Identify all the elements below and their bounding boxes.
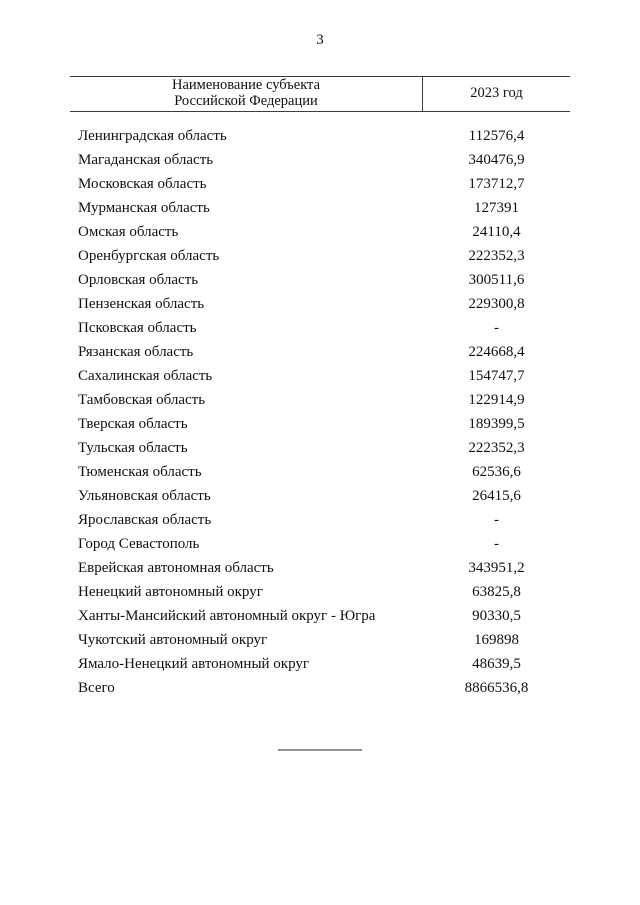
region-name: Сахалинская область — [78, 368, 213, 384]
region-value: 343951,2 — [468, 560, 525, 576]
region-name: Тульская область — [78, 440, 188, 456]
table-row — [70, 220, 570, 244]
region-value: 63825,8 — [472, 584, 521, 600]
table-row — [70, 196, 570, 220]
region-value: 127391 — [474, 200, 519, 216]
region-value: 62536,6 — [472, 464, 521, 480]
region-name: Ярославская область — [78, 512, 212, 528]
page-number: 3 — [316, 32, 324, 48]
region-name: Орловская область — [78, 272, 199, 288]
table-row — [70, 124, 570, 148]
region-name: Оренбургская область — [78, 248, 220, 264]
table-row — [70, 316, 570, 340]
region-name: Омская область — [78, 224, 179, 240]
region-name: Город Севастополь — [78, 536, 200, 552]
table-row — [70, 508, 570, 532]
table-row — [70, 412, 570, 436]
region-name: Ненецкий автономный округ — [78, 584, 263, 600]
region-value: 112576,4 — [468, 128, 525, 144]
region-value: 222352,3 — [468, 248, 525, 264]
region-value: - — [494, 320, 499, 336]
table-row — [70, 604, 570, 628]
region-name: Тамбовская область — [78, 392, 206, 408]
table-row — [70, 340, 570, 364]
region-value: 8866536,8 — [464, 680, 529, 696]
table-row — [70, 364, 570, 388]
region-name: Псковская область — [78, 320, 197, 336]
region-value: 26415,6 — [472, 488, 521, 504]
region-name: Тюменская область — [78, 464, 202, 480]
region-name: Московская область — [78, 176, 207, 192]
region-name: Мурманская область — [78, 200, 210, 216]
table-row — [70, 652, 570, 676]
region-value: 90330,5 — [472, 608, 521, 624]
region-name: Чукотский автономный округ — [78, 632, 268, 648]
header-year-label: 2023 год — [470, 84, 523, 101]
region-value: - — [494, 536, 499, 552]
table-body — [70, 124, 570, 700]
region-name: Ленинградская область — [78, 128, 227, 144]
table-row — [70, 580, 570, 604]
region-value: 229300,8 — [468, 296, 525, 312]
table-row — [70, 172, 570, 196]
table-row — [70, 436, 570, 460]
table-row — [70, 628, 570, 652]
table-row — [70, 148, 570, 172]
region-name: Тверская область — [78, 416, 188, 432]
table-row — [70, 676, 570, 700]
region-name: Еврейская автономная область — [78, 560, 274, 576]
table-row — [70, 484, 570, 508]
region-value: 300511,6 — [468, 272, 525, 288]
region-value: 122914,9 — [468, 392, 525, 408]
table-row — [70, 532, 570, 556]
table-header-region-column — [70, 77, 423, 111]
region-value: 24110,4 — [472, 224, 521, 240]
header-region-line1: Наименование субъекта — [171, 77, 321, 93]
region-name: Рязанская область — [78, 344, 194, 360]
end-of-table-rule — [278, 749, 362, 751]
table-row — [70, 460, 570, 484]
region-value: 222352,3 — [468, 440, 525, 456]
table-row — [70, 388, 570, 412]
region-name: Ханты-Мансийский автономный округ - Югра — [78, 608, 376, 624]
table-row — [70, 292, 570, 316]
region-name: Пензенская область — [78, 296, 205, 312]
region-name: Магаданская область — [78, 152, 214, 168]
table-header-year-column — [423, 77, 570, 111]
region-value: 169898 — [474, 632, 519, 648]
table-row — [70, 556, 570, 580]
header-region-line2: Российской Федерации — [174, 92, 318, 109]
table-row — [70, 244, 570, 268]
table-header — [70, 76, 570, 112]
region-value: 224668,4 — [468, 344, 525, 360]
region-value: - — [494, 512, 499, 528]
region-value: 189399,5 — [468, 416, 525, 432]
region-name: Ямало-Ненецкий автономный округ — [78, 656, 310, 672]
table-row — [70, 268, 570, 292]
region-name: Ульяновская область — [78, 488, 211, 504]
region-value: 340476,9 — [468, 152, 525, 168]
region-value: 154747,7 — [468, 368, 525, 384]
region-name: Всего — [78, 680, 115, 696]
region-value: 48639,5 — [472, 656, 521, 672]
region-value: 173712,7 — [468, 176, 525, 192]
